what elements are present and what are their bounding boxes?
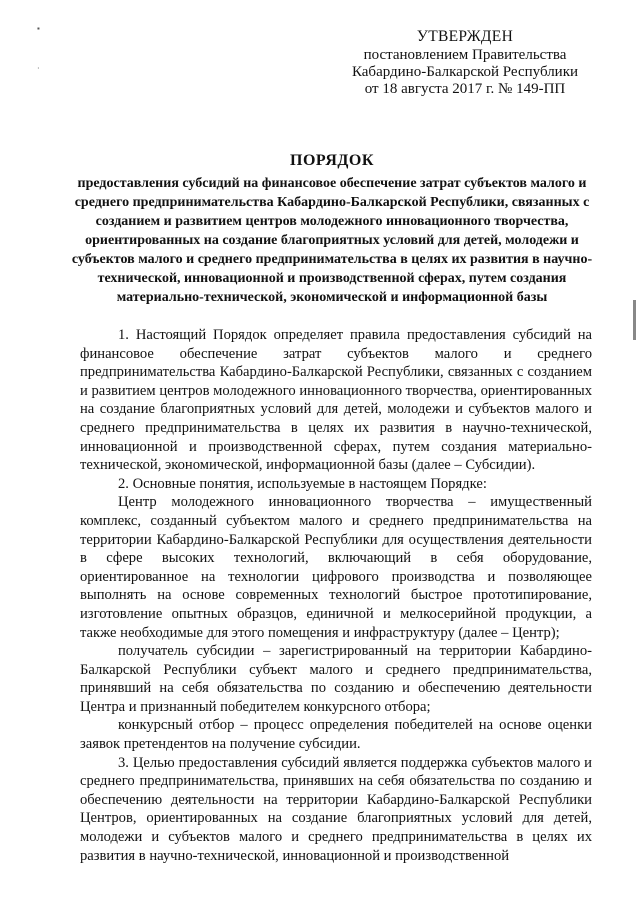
paragraph: 1. Настоящий Порядок определяет правила предоставления субсидий на финансовое обеспечение затрат субъектов малого и среднего предпринимательства Кабардино-Балкарской Республики, связанных с созданием и развитием центров молодежного инновационного творчества, ориентированных на создание благоприятных условий для детей, молодежи и субъектов малого и среднего предпринимательства в целях их развития в научно-технической, инновационной и производственной сферах, путем создания материально-технической, экономической, информационной базы (далее – Субсидии). xyxy=(80,327,592,474)
approval-line: постановлением Правительства xyxy=(363,47,567,63)
paragraph: конкурсный отбор – процесс определения победителей на основе оценки заявок претендентов на получение субсидии. xyxy=(80,717,592,753)
approval-line: от 18 августа 2017 г. № 149-ПП xyxy=(364,81,566,97)
paragraph: 2. Основные понятия, используемые в настоящем Порядке: xyxy=(118,475,487,492)
scan-mark: · xyxy=(37,64,40,73)
document-body xyxy=(80,326,592,865)
approval-title: УТВЕРЖДЕН xyxy=(416,28,514,45)
scan-mark: ▪ xyxy=(37,24,40,33)
title-subtitle: предоставления субсидий на финансовое обеспечение затрат субъектов малого и среднего предпринимательства Кабардино-Балкарской Республики, связанных с созданием и развитием центров молодежного инновационного творчества, ориентированных на создание благоприятных условий для детей, молодежи и субъектов малого и среднего предпринимательства в целях их развития в научно-технической, инновационной и производственной сферах, путем создания материально-технической, экономической и информационной базы xyxy=(71,176,593,305)
title-main: ПОРЯДОК xyxy=(290,152,374,169)
scan-edge-artifact xyxy=(633,300,636,340)
approval-line: Кабардино-Балкарской Республики xyxy=(351,64,579,80)
paragraph: получатель субсидии – зарегистрированный на территории Кабардино-Балкарской Республики субъект малого и среднего предпринимательства, принявший на себя обязательства по созданию и обеспечению деятельности Центра и признанный победителем конкурсного отбора; xyxy=(80,643,592,715)
paragraph: Центр молодежного инновационного творчества – имущественный комплекс, созданный субъектом малого и среднего предпринимательства на территории Кабардино-Балкарской Республики для осуществления деятельности в сфере высоких технологий, включающий в себя оборудование, ориентированное на технологии цифрового производства и позволяющее выполнять на основе современных технологий быстрое прототипирование, изготовление опытных образцов, единичной и мелкосерийной продукции, а также необходимые для этого помещения и инфраструктуру (далее – Центр); xyxy=(80,494,592,641)
approval-stamp xyxy=(300,28,630,98)
paragraph: 3. Целью предоставления субсидий является поддержка субъектов малого и среднего предпринимательства, принявших на себя обязательства по созданию и обеспечению деятельности на территории Кабардино-Балкарской Республики Центров, ориентированных на создание благоприятных условий для детей, молодежи и субъектов малого и среднего предпринимательства в целях их развития в научно-технической, инновационной и производственной xyxy=(80,754,592,864)
document-title xyxy=(70,150,594,307)
